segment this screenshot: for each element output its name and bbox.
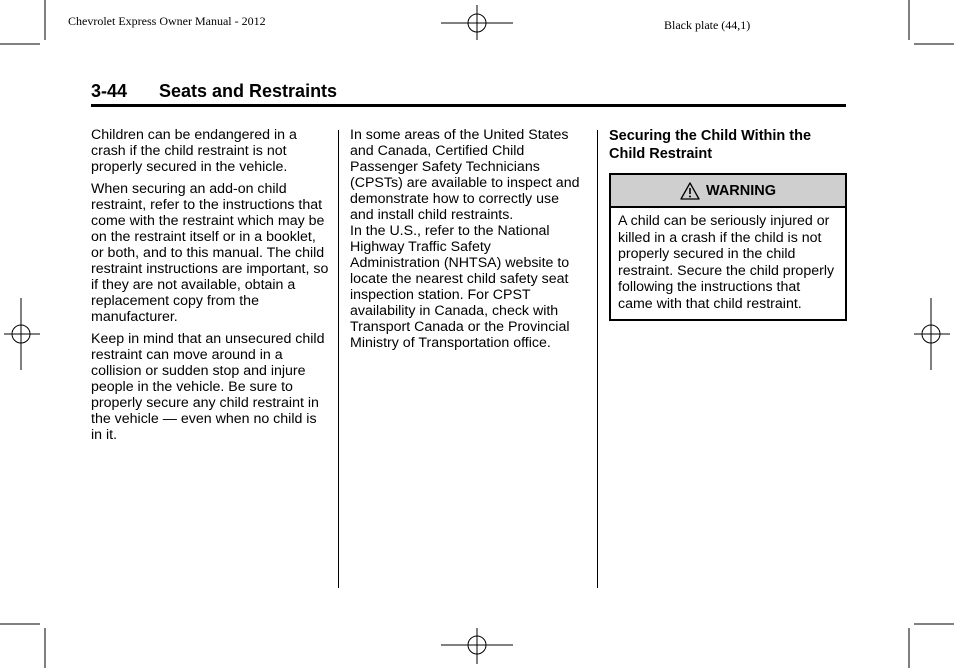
- warning-label: WARNING: [705, 182, 777, 199]
- column-3: [609, 127, 846, 321]
- subsection-heading: Securing the Child Within the Child Restraint: [609, 128, 812, 162]
- column-2: [350, 127, 582, 357]
- paragraph: Keep in mind that an unsecured child restraint can move around in a collision or sudden stop and injure people in the vehicle. Be sure to properly secure any child restraint in the vehicle — even when no child is in it.: [91, 331, 325, 443]
- page-number: 3-44: [91, 81, 128, 101]
- warning-header: [611, 175, 845, 208]
- paragraph: When securing an add-on child restraint, refer to the instructions that come with the restraint which may be on the restraint itself or in a booklet, or both, and to this manual. The child restraint instructions are important, so if they are not available, obtain a replacement copy from the manufacturer.: [91, 181, 329, 325]
- warning-box: [609, 173, 847, 321]
- warning-text: A child can be seriously injured or killed in a crash if the child is not properly secured in the child restraint. Secure the child properly following the instructions that came with that child restraint.: [618, 213, 835, 312]
- column-1: [91, 127, 331, 449]
- paragraph: Children can be endangered in a crash if the child restraint is not properly secured in the vehicle.: [91, 127, 297, 175]
- slug-manual-title: Chevrolet Express Owner Manual - 2012: [68, 14, 266, 28]
- paragraph: In some areas of the United States and Canada, Certified Child Passenger Safety Technicians (CPSTs) are available to inspect and demonstrate how to correctly use and install child restraints.: [350, 127, 580, 223]
- column-divider: [597, 130, 598, 588]
- column-divider: [338, 130, 339, 588]
- paragraph: In the U.S., refer to the National Highway Traffic Safety Administration (NHTSA) website to locate the nearest child safety seat inspection station. For CPST availability in Canada, check with Transport Canada or the Provincial Ministry of Transportation office.: [350, 223, 570, 351]
- section-title: Seats and Restraints: [159, 81, 338, 101]
- page-header: [91, 80, 846, 107]
- warning-triangle-icon: [680, 182, 700, 200]
- slug-plate-info: Black plate (44,1): [664, 18, 751, 32]
